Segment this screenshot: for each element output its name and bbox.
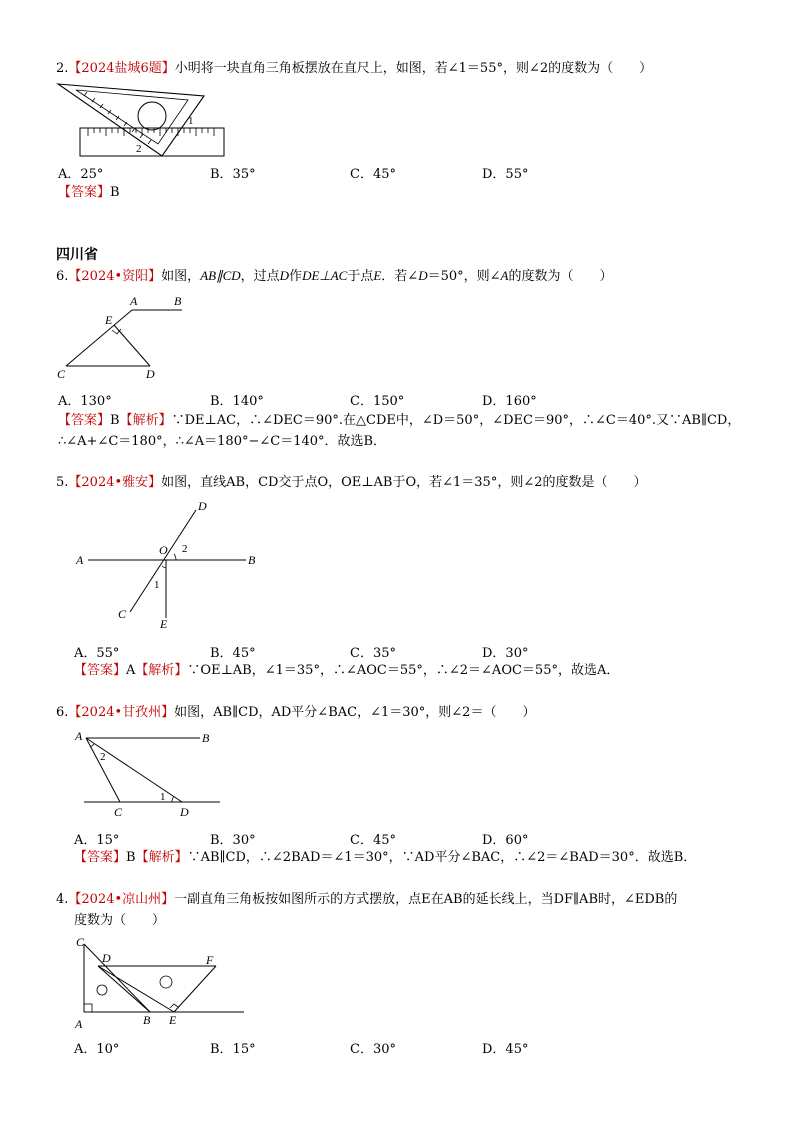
- q1-option-d: D．55°: [482, 167, 529, 182]
- q5-stem-1: 4.【2024•凉山州】一副直角三角板按如图所示的方式摆放，点E在AB的延长线上，当DF∥AB时，∠EDB的: [56, 892, 678, 907]
- q3-option-c: C．35°: [350, 646, 396, 661]
- q3-label-C: C: [118, 607, 127, 621]
- q4-option-d: D．60°: [482, 833, 529, 848]
- section-title: 四川省: [56, 247, 98, 263]
- q5-label-E: E: [169, 1013, 177, 1027]
- q1-figure: [54, 80, 234, 160]
- q4-option-a: A．15°: [74, 833, 120, 848]
- q1-angle2-label: 2: [136, 143, 142, 155]
- q5-label-A: A: [75, 1017, 83, 1031]
- q2-figure: [54, 292, 194, 382]
- q2-answer: 【答案】B【解析】∵DE⊥AC，∴∠DEC＝90°.在△CDE中，∠D＝50°，∠DEC＝90°，∴∠C＝40°.又∵AB∥CD，: [58, 413, 741, 428]
- q4-option-b: B．30°: [210, 833, 256, 848]
- q2-label-D: D: [146, 367, 155, 381]
- q3-label-A: A: [76, 553, 84, 567]
- q3-label-B: B: [248, 553, 256, 567]
- q3-figure: [70, 496, 270, 636]
- q4-stem: 6.【2024•甘孜州】如图，AB∥CD，AD平分∠BAC，∠1＝30°，则∠2＝（ ）: [56, 705, 536, 720]
- q2-option-b: B．140°: [210, 394, 264, 409]
- q2-option-c: C．150°: [350, 394, 405, 409]
- q1-option-c: C．45°: [350, 167, 396, 182]
- q1-angle1-label: 1: [188, 115, 194, 127]
- q1-option-b: B．35°: [210, 167, 256, 182]
- q3-option-a: A．55°: [74, 646, 120, 661]
- q5-option-c: C．30°: [350, 1042, 396, 1057]
- q2-label-A: A: [130, 294, 138, 308]
- q4-label-C: C: [114, 805, 123, 819]
- q2-label-B: B: [174, 294, 182, 308]
- q3-option-b: B．45°: [210, 646, 256, 661]
- q1-option-a: A．25°: [58, 167, 104, 182]
- q4-option-c: C．45°: [350, 833, 396, 848]
- q5-label-C: C: [76, 935, 85, 949]
- q3-label-E: E: [160, 617, 168, 631]
- q4-label-D: D: [180, 805, 189, 819]
- q1-stem: 2.【2024盐城6题】小明将一块直角三角板摆放在直尺上，如图，若∠1＝55°，则∠2的度数为（ ）: [56, 61, 653, 76]
- q2-label-C: C: [57, 367, 66, 381]
- q3-stem: 5.【2024•雅安】如图，直线AB，CD交于点O，OE⊥AB于O，若∠1＝35°，则∠2的度数是（ ）: [56, 475, 647, 490]
- q5-option-b: B．15°: [210, 1042, 256, 1057]
- q4-answer: 【答案】B【解析】∵AB∥CD，∴∠2BAD＝∠1＝30°，∵AD平分∠BAC，∴∠2＝∠BAD＝30°．故选B．: [74, 850, 697, 865]
- q5-label-B: B: [143, 1013, 151, 1027]
- q3-option-d: D．30°: [482, 646, 529, 661]
- q5-option-a: A．10°: [74, 1042, 120, 1057]
- q4-label-A: A: [75, 729, 83, 743]
- q3-angle2-label: 2: [182, 543, 188, 555]
- q2-option-d: D．160°: [482, 394, 537, 409]
- q3-label-O: O: [159, 543, 168, 557]
- q4-label-B: B: [202, 731, 210, 745]
- q2-stem: 6.【2024•资阳】如图，AB∥CD，过点D作DE⊥AC于点E．若∠D＝50°，则∠A的度数为（ ）: [56, 268, 613, 284]
- q5-label-F: F: [206, 953, 214, 967]
- q1-tag: 【2024盐城6题】: [68, 61, 175, 76]
- q5-option-d: D．45°: [482, 1042, 529, 1057]
- q3-answer: 【答案】A【解析】∵OE⊥AB，∠1＝35°，∴∠AOC＝55°，∴∠2＝∠AOC＝55°，故选A．: [74, 663, 620, 678]
- q2-option-a: A．130°: [58, 394, 112, 409]
- q4-angle1-label: 1: [160, 791, 166, 803]
- q4-angle2-label: 2: [100, 751, 106, 763]
- q4-figure: [70, 726, 230, 822]
- q5-label-D: D: [102, 951, 111, 965]
- q3-angle1-label: 1: [154, 579, 160, 591]
- q1-answer: 【答案】B: [58, 185, 120, 200]
- q2-label-E: E: [105, 313, 113, 327]
- q5-stem-2: 度数为（ ）: [74, 913, 166, 928]
- q5-figure: [70, 932, 250, 1032]
- q2-analysis-2: ∴∠A+∠C＝180°，∴∠A＝180°−∠C＝140°．故选B．: [58, 434, 387, 449]
- q3-label-D: D: [198, 499, 207, 513]
